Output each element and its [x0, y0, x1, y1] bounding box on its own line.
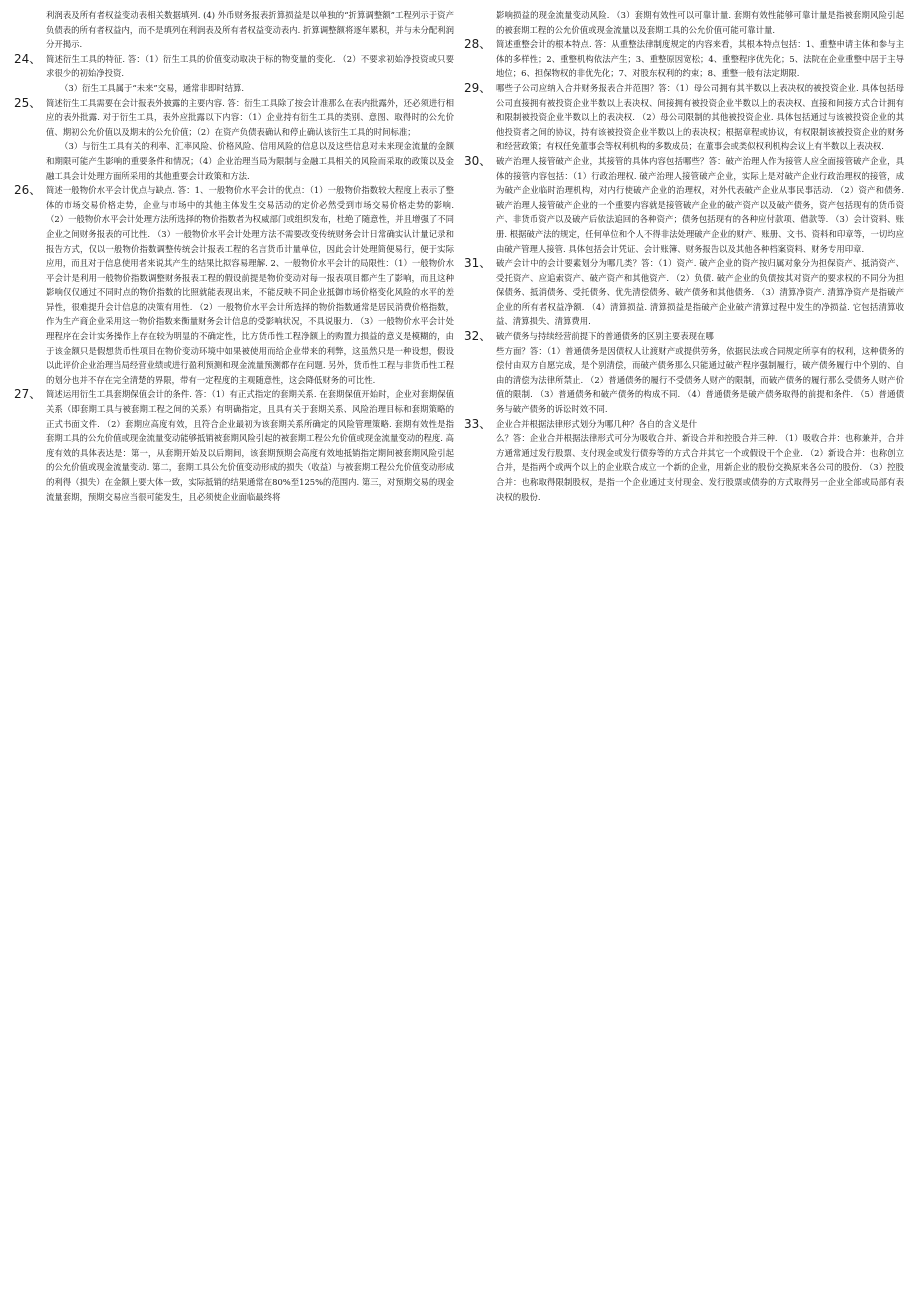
question-number: 33、 — [464, 416, 492, 431]
question-text: 企业合并根据法律形式划分为哪几种？各自的含义是什 — [496, 418, 697, 429]
question-text: 简述衍生工具需要在会计报表外披露的主要内容. 答：衍生工具除了按会计准那么在表内批露外，还必须进行相应的表外批露. 对于衍生工具，表外应批露以下内容：（1）企业持有衍生工具的类别、意图、取得时的公允价值、期初公允价值以及期末的公允价值；（2）在资产负债表确认和停止确认该衍生工具的时间标准； — [46, 97, 454, 137]
question-number: 25、 — [14, 95, 42, 110]
question-item-27 — [14, 387, 454, 504]
question-item-26 — [14, 183, 454, 387]
question-item-31 — [464, 256, 904, 329]
question-text: 哪些子公司应纳入合并财务报表合并范围？答：（1）母公司拥有其半数以上表决权的被投资企业. 具体包括母公司直接拥有被投资企业半数以上表决权、间接拥有被投资企业半数以上的表决权、直接和间接方式合计拥有和限制被投资企业半数以上的表决权. （2）母公司限制的其他被投资企业. 具体包括通过与该被投资企业的其他投资者之间的协议，持有该被投资企业半数以上的表决权；根据章程或协议，有权限制该被投资企业的财务和经营政策；有权任免董事会等权利机构的多数成员；在董事会或类似权利机构会议上有半数以上表决权. — [496, 82, 904, 152]
continuation-paragraph: 利润表及所有者权益变动表相关数据填列. (4) 外币财务报表折算损益是以单独的“折算调整额”工程列示于资产负债表的所有者权益内，而不是填列在利润表及所有者权益变动表内. 折算调整额将逐年累积，并与未分配利润分开揭示. — [46, 10, 454, 50]
question-number: 32、 — [464, 329, 492, 344]
question-number: 28、 — [464, 37, 492, 52]
question-text: 破产治理人接管破产企业，其接管的具体内容包括哪些？答：破产治理人作为接管人应全面接管破产企业，具体的接管内容包括：（1）行政治理权. 破产治理人接管破产企业，实际上是对破产企业行政治理权的接管，成为破产企业临时治理机构，对内行使破产企业的治理权，对外代表破产企业从事民事活动. （2）资产和债务. 破产治理人接管破产企业的一个重要内容就是接管破产企业的破产资产以及破产债务，资产包括现有的货币资产、非货币资产以及破产后依法追回的各种资产；债务包括现有的各种应付款项、借款等. （3）会计资料、账册. 根据破产法的规定，任何单位和个人不得非法处理破产企业的财产、账册、文书、资料和印章等，一切均应由破产管理人接管. 具体包括会计凭证、会计账簿、财务报告以及其他各种档案资料、财务专用印章. — [496, 155, 904, 254]
question-number: 29、 — [464, 80, 492, 95]
question-text: 破产会计中的会计要素划分为哪几类？答：（1）资产. 破产企业的资产按归属对象分为担保资产、抵消资产、受托资产、应追索资产、破产资产和其他资产. （2）负债. 破产企业的负债按其对资产的要求权的不同分为担保债务、抵消债务、受托债务、优先清偿债务、破产债务和其他债务. （3）清算净资产. 清算净资产是指破产企业的所有者权益净额. （4）清算损益. 清算损益是指破产企业破产清算过程中发生的净损益. 它包括清算收益、清算损失、清算费用. — [496, 258, 904, 327]
question-number: 26、 — [14, 183, 42, 198]
question-number: 30、 — [464, 153, 492, 168]
question-text: 简述运用衍生工具套期保值会计的条件. 答：（1）有正式指定的套期关系. 在套期保值开始时，企业对套期保值关系（即套期工具与被套期工程之间的关系）有明确指定，且具有关于套期关系、风险治理目标和套期策略的正式书面文件. （2）套期应高度有效，且符合企业最初为该套期关系所确定的风险管理策略. 套期有效性是指套期工具的公允价值或现金流量变动能够抵销被套期风险引起的被套期工程公允价值或现金流量变动的程度. 高度有效的具体表达是：第一，从套期开始及以后期间，该套期预期会高度有效地抵销指定期间被套期风险引起的公允价值或现金流量变动. 第二，套期工具公允价值变动形成的损失（收益）与被套期工程公允价值变动形成的利得（损失）在金额上要大体一致，实际抵销的结果通常在80%至125%的范围内. 第三，对预期交易的现金流量套期，预期交易应当很可能发生，且必须使企业面临最终将 — [46, 389, 454, 502]
right-column — [464, 8, 904, 1301]
question-item-24 — [14, 52, 454, 81]
question-text-extra: （3）与衍生工具有关的利率、汇率风险、价格风险、信用风险的信息以及这些信息对未来现金流量的金额和期限可能产生影响的重要条件和情况；（4）企业治理当局为限制与金融工具相关的风险而采取的政策以及金融工具会计处理方面所采用的其他重要会计政策和方法. — [46, 141, 454, 181]
question-item-28 — [464, 37, 904, 81]
question-item-33 — [464, 417, 904, 432]
question-item-29 — [464, 81, 904, 154]
question-text: 简述重整会计的根本特点. 答：从重整法律制度规定的内容来看，其根本特点包括：1、重整申请主体和参与主体的多样性；2、重整机构依法产生；3、重整原因宽松；4、重整程序优先化；5、法院在企业重整中居于主导地位；6、担保物权的非优先化；7、对股东权利的约束；8、重整一般有法定期限. — [496, 39, 904, 79]
question-text-extra: 么？答：企业合并根据法律形式可分为吸收合并、新设合并和控股合并三种. （1）吸收合并：也称兼并，合并方通常通过发行股票、支付现金或发行债券等的方式合并其它一个或假设干个企业. （2）新设合并：也称创立合并，是指两个或两个以上的企业联合成立一个新的企业，用新企业的股份交换原来各公司的股份. （3）控股合并：也称取得限制股权，是指一个企业通过支付现金、发行股票或债券的方式取得另一企业全部或局部有表决权的股份. — [496, 433, 904, 502]
question-text-extra: 些方面？答：（1）普通债务是因债权人让渡财产或提供劳务，依据民法或合同规定所享有的权利，这种债务的偿付由双方自愿完成，是个别清偿，而破产债务那么只能通过破产程序强制履行，破产债务履行中个别的、自由的清偿为法律所禁止. （2）普通债务的履行不受债务人财产的限制，而破产债务的履行那么受债务人财产价值的限制. （3）普通债务和破产债务的构成不同. （4）普通债务是破产债务取得的前提和条件. （5）普通债务与破产债务的诉讼时效不同. — [496, 345, 904, 415]
question-text-extra: （3）衍生工具属于“未来”交易，通常非即时结算. — [60, 82, 245, 93]
continuation-paragraph: 影响损益的现金流量变动风险. （3）套期有效性可以可靠计量. 套期有效性能够可靠计量是指被套期风险引起的被套期工程的公允价值或现金流量以及套期工具的公允价值可能可靠计量. — [496, 10, 904, 35]
question-number: 24、 — [14, 51, 42, 66]
question-text: 破产债务与持续经营前提下的普通债务的区别主要表现在哪 — [496, 331, 714, 342]
question-item-25 — [14, 96, 454, 140]
question-item-32 — [464, 329, 904, 344]
question-number: 31、 — [464, 256, 492, 271]
question-text: 简述衍生工具的特征. 答：（1）衍生工具的价值变动取决于标的物变量的变化. （2）不要求初始净投资或只要求很少的初始净投资. — [46, 53, 454, 79]
question-text: 简述一般物价水平会计优点与缺点. 答：1、一般物价水平会计的优点：（1）一般物价指数较大程度上表示了整体的市场交易价格走势，企业与市场中的其他主体发生交易活动的定价必然受到市场交易价格走势的影响. （2）一般物价水平会计处理方法所选择的物价指数者为权威部门或组织发布，杜绝了随意性，并且增强了不同企业之间财务报表的可比性. （3）一般物价水平会计处理方法不需要改变传统财务会计日常确实认计量记录和报告方式，仅以一般物价指数调整传统会计报表工程的名言货币计量单位，因此会计处理简便易行，便于实际应用，而且对于信息使用者来说其产生的结果比拟容易理解. 2、一般物价水平会计的局限性：（1）一般物价水平会计是利用一般物价指数调整财务报表工程的假设前提是物价变动对每一报表项目都产生了影响，而且这种影响仅仅通过不同时点的物价指数的比照就能表现出来，不能反映不同企业抵御市场价格变化风险的水平的差异性，很难提升会计信息的决策有用性. （2）一般物价水平会计所选择的物价指数通常是居民消费价格指数，作为生产商企业采用这一物价指数来衡量财务会计信息的受影响状况，不具说服力. （3）一般物价水平会计处理程序在会计实务操作上存在较为明显的不确定性，比方货币性工程净额上的购置力损益的意义是模糊的，由于该金额只是假想货币性项目在物价变动环境中如果被使用而给企业带来的利弊，这虽然只是一种设想，假设以此评价企业治理当局经营业绩或进行盈利预测和现金流量预测都存在问题. 另外，货币性工程与非货币性工程的划分也并不存在完全清楚的界限，带有一定程度的主观随意性，这会降低财务的可比性. — [46, 185, 454, 385]
question-item-30 — [464, 154, 904, 256]
question-number: 27、 — [14, 387, 42, 402]
left-column — [14, 8, 454, 1301]
